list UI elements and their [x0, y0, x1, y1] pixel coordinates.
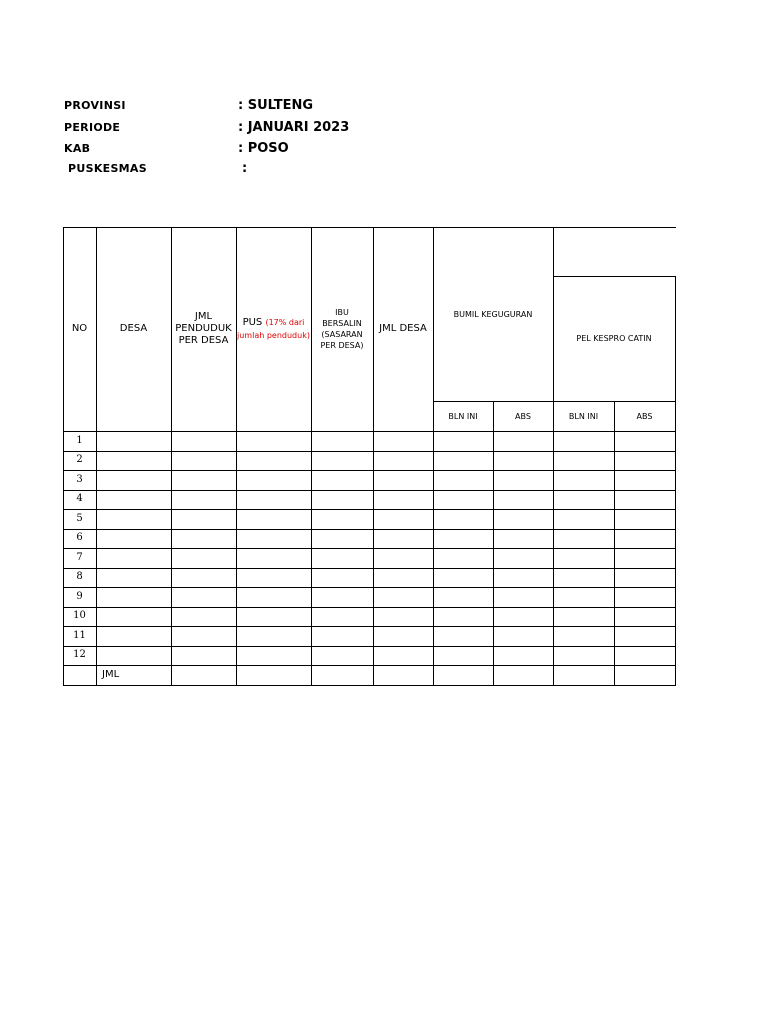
grid-line — [63, 665, 676, 666]
grid-line — [171, 227, 172, 686]
sub-header-bumil-bln-ini: BLN INI — [448, 411, 478, 421]
provinsi-value: : SULTENG — [238, 98, 314, 113]
table-row-number: 7 — [76, 551, 83, 563]
grid-line — [63, 509, 676, 510]
sub-header-bumil-abs: ABS — [515, 411, 531, 421]
grid-line — [614, 401, 615, 686]
grid-line — [63, 587, 676, 588]
grid-line — [63, 431, 676, 432]
grid-line — [433, 227, 434, 686]
grid-line — [433, 401, 676, 402]
col-header-jml-penduduk: JML PENDUDUK PER DESA — [175, 311, 232, 346]
grid-line — [236, 227, 237, 686]
grid-line — [63, 529, 676, 530]
grid-line — [63, 646, 676, 647]
table-row-number: 10 — [73, 610, 86, 622]
table-row-number: 9 — [76, 590, 83, 602]
col-header-jml-desa: JML DESA — [379, 323, 427, 334]
grid-line — [96, 227, 97, 686]
sub-header-kespro-bln-ini: BLN INI — [568, 411, 599, 421]
grid-line — [63, 227, 676, 228]
grid-line — [675, 276, 676, 686]
grid-line — [63, 568, 676, 569]
table-row-number: 1 — [76, 434, 83, 446]
grid-line — [63, 626, 676, 627]
kab-value: : POSO — [238, 141, 289, 156]
puskesmas-value: : — [242, 161, 248, 176]
col-header-pel-kespro-catin: PEL KESPRO CATIN — [576, 334, 652, 343]
sub-header-kespro-abs: ABS — [636, 411, 653, 421]
periode-value: : JANUARI 2023 — [238, 120, 350, 135]
grid-line — [63, 451, 676, 452]
grid-line — [63, 470, 676, 471]
grid-line — [311, 227, 312, 686]
grid-line — [63, 607, 676, 608]
table-row-number: 8 — [76, 571, 83, 583]
total-label: JML — [102, 669, 120, 680]
table-row-number: 11 — [73, 629, 86, 641]
table-row-number: 4 — [76, 493, 83, 505]
grid-line — [373, 227, 374, 686]
grid-line — [63, 548, 676, 549]
col-header-bumil-keguguran: BUMIL KEGUGURAN — [453, 309, 533, 319]
grid-line — [493, 401, 494, 686]
table-row-number: 3 — [76, 473, 83, 485]
puskesmas-label: PUSKESMAS — [68, 162, 147, 175]
table-row-number: 6 — [76, 532, 83, 544]
grid-line — [63, 490, 676, 491]
col-header-desa: DESA — [119, 323, 148, 334]
col-header-no: NO — [71, 323, 88, 334]
table-row-number: 2 — [76, 454, 83, 466]
provinsi-label: PROVINSI — [64, 99, 126, 112]
periode-label: PERIODE — [64, 121, 121, 134]
grid-line — [63, 227, 64, 686]
col-header-ibu-bersalin: IBU BERSALIN (SASARAN PER DESA) — [320, 308, 364, 350]
pus-note: (17% dari jumlah penduduk) — [237, 318, 310, 340]
table-row-number: 5 — [76, 512, 83, 524]
grid-line — [553, 227, 554, 686]
table-row-number: 12 — [73, 649, 86, 661]
col-header-pus — [236, 227, 311, 431]
grid-line — [553, 276, 676, 277]
kab-label: KAB — [64, 142, 91, 155]
grid-line — [63, 685, 676, 686]
pus-label: PUS — [242, 317, 263, 328]
